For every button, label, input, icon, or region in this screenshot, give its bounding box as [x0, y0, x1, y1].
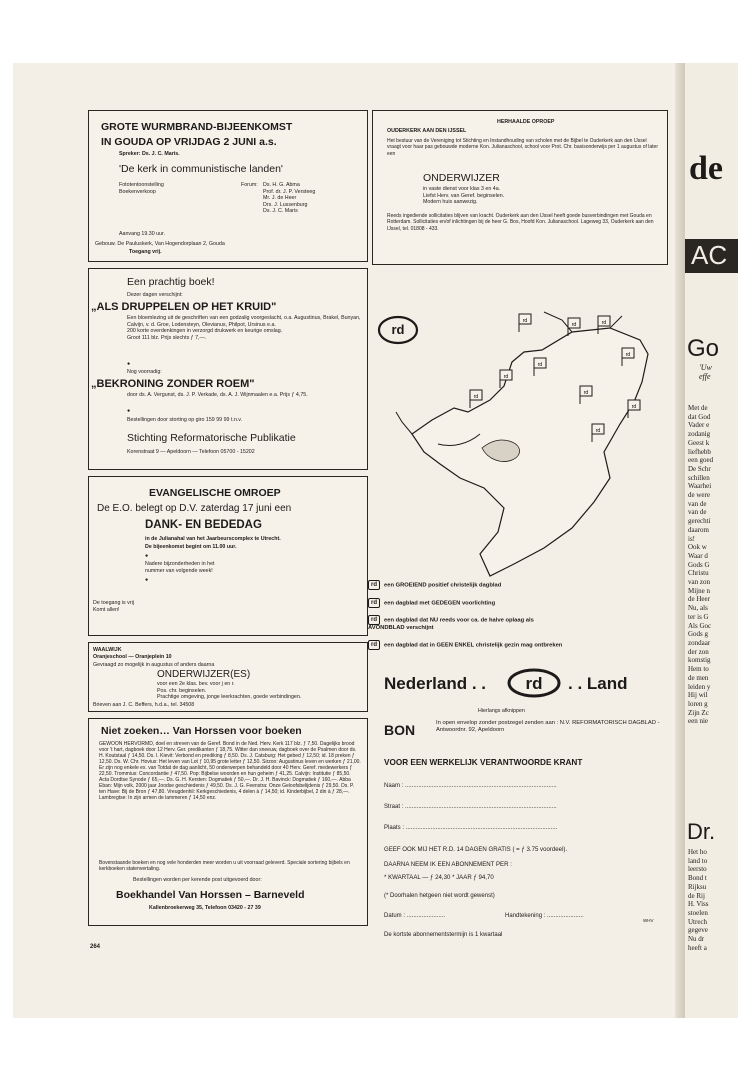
- rd-square-icon: rd: [368, 640, 380, 650]
- rd-flag-label: rd: [522, 318, 528, 324]
- rd-flag-label: rd: [625, 352, 631, 358]
- facing-column-2: Het ho land to leersto Bond t Rijksu de Rij H. Viss stoelen Utrech gegeve Nu dr heeft a: [688, 848, 709, 952]
- rd-square-icon: rd: [368, 580, 380, 590]
- oproep-place: OUDERKERK AAN DEN IJSSEL: [387, 128, 467, 134]
- wurmbrand-start: Aanvang 19.30 uur.: [119, 231, 165, 237]
- wurmbrand-advert: [88, 110, 368, 262]
- omroep-place: in de Julianahal van het Jaarbeurscomplex te Utrecht.: [145, 536, 281, 542]
- rd-slogan-logo-text: rd: [525, 674, 543, 693]
- rd-feature-2: rd een dagblad met GEDEGEN voorlichting: [368, 598, 495, 608]
- waalwijk-advert: [88, 642, 368, 712]
- horssen-address: Kallenbroekerweg 35, Telefoon 03420 - 27 39: [149, 905, 261, 911]
- omroep-more: Nadere bijzonderheden in het nummer van volgende week!: [145, 561, 215, 574]
- rd-flag-label: rd: [583, 390, 589, 396]
- rd-field-datum[interactable]: Datum : .......................: [384, 913, 446, 919]
- rd-slogan-left: Nederland . .: [384, 674, 487, 693]
- omroep-advert: [88, 476, 368, 636]
- rd-slogan-logo: [506, 668, 562, 698]
- rd-cta: VOOR EEN WERKELIJK VERANTWOORDE KRANT: [384, 758, 583, 767]
- facing-big-heading: de: [689, 150, 723, 187]
- wurmbrand-forum-members: Ds. H. G. Abma Prof. dr. J. P. Versteeg Mr. J. de Heer Drs. J. Lussenburg Ds. J. C. Maris: [263, 182, 316, 215]
- oproep-header: HERHAALDE OPROEP: [497, 119, 555, 125]
- rd-flag-label: rd: [537, 362, 543, 368]
- facing-band-text: AC: [691, 240, 728, 270]
- book-intro: Dezer dagen verschijnt:: [127, 292, 183, 298]
- oproep-title: ONDERWIJZER: [423, 172, 500, 184]
- rd-subscribe-1: DAARNA NEEM IK EEN ABONNEMENT PER :: [384, 861, 512, 868]
- rd-feature-3: rd een dagblad dat NU reeds voor ca. de halve oplaag als AVONDBLAD verschijnt: [368, 617, 534, 631]
- rd-feature-4: rd een dagblad dat in GEEN ENKEL christelijk gezin mag ontbreken: [368, 640, 568, 650]
- rd-field-straat[interactable]: Straat : ...........................................................................................: [384, 804, 557, 810]
- wurmbrand-title: GROTE WURMBRAND-BIJEENKOMST: [101, 121, 293, 133]
- waalwijk-request: Gevraagd zo mogelijk in augustus of anders daarna: [93, 662, 215, 668]
- book-advert: [88, 268, 368, 470]
- book-title-2: „BEKRONING ZONDER ROEM": [91, 378, 255, 390]
- wurmbrand-venue: Gebouw. De Pauluskerk, Van Hogendorplaan 2, Gouda: [95, 241, 225, 247]
- rd-square-icon: rd: [368, 615, 380, 625]
- facing-column: Met de dat God Vader e zodanig Geest k liefhebb een goed De Schr schillen Waarhei de were van de van de gerechti daarom is! Ook w Waar d Gods G Christu van zon Mijne n de Heer Nu, als ter is G Als Goc Gods g zondaar der zon komstig Hem to de men leiden y Hij wil loren g Zijn Zc een nie: [688, 404, 714, 726]
- waalwijk-town: WAALWIJK: [93, 647, 122, 653]
- page-spine: [675, 63, 685, 1018]
- wurmbrand-theme: 'De kerk in communistische landen': [119, 163, 283, 175]
- horssen-body: GEWOON HERVORMD, doel en streven van de Geref. Bond in de Ned. Herv. Kerk 117 blz. ƒ 7,50. Dagelijks brood voor 't hart, dagboek door 12 Herv. Ger. predikanten ƒ 18,75. Witter dan sneeuw, dagboek over de Psalmen door ds. H. Koutstaal ƒ 14,50. Ds. I. Kievit: Verbond en prediking ƒ 8,50. Ds. J. Catsburg: Het gebed ƒ 12,50; id. 18 preken ƒ 12,50. Ds. W. Chr. Hovius: Het leven van Lot ƒ 10,95 grote letter ƒ 12,50. Sirzoo: Augustinus leven en werken ƒ 21,00. Er zijn nog enkele ex. van Totdat de dag aanlicht, 50 onderwerpen behandeld door 40 Herv. Geref. medewerkers ƒ 22,50. Trommius: Concordantie ƒ 47,50. Pop: Bijbelse woorden en hun geheim ƒ 41,25. Calvijn: Institutie ƒ 85,50. Acta Dordtse Synode ƒ 65,—. Ds. G. H. Kersten: Dogmatiek ƒ 50,—. Dr. J. H. Bavinck: Dogmatiek ƒ 160,—. Abba Eban: Mijn volk, 2000 jaar Joodse geschiedenis ƒ 49,50. Ds. J. G. Feenstra: Onze Geloofsbelijdenis ƒ 29,50. Ds. P. ten Have: Bij de Bron ƒ 47,80. Vreugdenhil: Kerkgeschiedenis, 4 delen à ƒ 14,50; id. Kinderbijbel, 2 din à ƒ 28,—. Lambregtse: In zijn armen de lammeren ƒ 14,50 enz.: [99, 741, 361, 801]
- rd-map: [372, 292, 668, 592]
- book-title-1: „ALS DRUPPELEN OP HET KRUID": [91, 301, 277, 313]
- rd-flag-label: rd: [473, 394, 479, 400]
- omroep-bullet: ●: [145, 553, 149, 559]
- rd-flag-label: rd: [601, 320, 607, 326]
- horssen-advert: [88, 718, 368, 926]
- rd-flag-label: rd: [503, 374, 509, 380]
- rd-field-plaats[interactable]: Plaats : ...........................................................................................: [384, 825, 558, 831]
- rd-bon-label: BON: [384, 722, 416, 738]
- wurmbrand-subtitle: IN GOUDA OP VRIJDAG 2 JUNI a.s.: [101, 136, 277, 148]
- horssen-title: Niet zoeken… Van Horssen voor boeken: [101, 725, 302, 737]
- book-description-2: door ds. A. Vergunst, ds. J. P. Verkade, ds. A. J. Wijnmaalen e.a. Prijs ƒ 4,75.: [127, 392, 308, 398]
- rd-code: WHV: [643, 918, 654, 923]
- facing-page: [685, 63, 738, 1018]
- oproep-advert: [372, 110, 668, 265]
- book-bullet-1: ●: [127, 361, 131, 367]
- book-heading: Een prachtig boek!: [127, 276, 215, 288]
- waalwijk-title: ONDERWIJZER(ES): [157, 669, 251, 680]
- horssen-stock: Bovenstaande boeken en nog vele honderden meer worden u uit voorraad geleverd. Speciale sortering bijbels en kerkboeken statenvertaling.: [99, 860, 350, 872]
- book-order-info: Bestellingen door storting op giro 159 99 99 t.n.v.: [127, 417, 243, 423]
- wurmbrand-speaker: Spreker: Ds. J. C. Maris.: [119, 151, 180, 157]
- omroep-access: De toegang is vrij Komt allen!: [93, 600, 134, 613]
- rd-bon-text: In open envelop zonder postzegel zenden aan : N.V. REFORMATORISCH DAGBLAD - Antwoordnr. 92, Apeldoorn: [436, 720, 660, 734]
- rd-cut-line: Hierlangs afknippen: [478, 708, 525, 714]
- rd-field-naam[interactable]: Naam : ...........................................................................................: [384, 783, 557, 789]
- rd-free-offer: GEEF OOK MIJ HET R.D. 14 DAGEN GRATIS ( = ƒ 3.75 voordeel).: [384, 846, 568, 853]
- omroep-start: De bijeenkomst begint om 11.00 uur.: [145, 544, 237, 550]
- wurmbrand-entry: Toegang vrij.: [129, 249, 162, 255]
- book-publisher: Stichting Reformatorische Publikatie: [127, 432, 296, 444]
- wurmbrand-forum-label: Forum:: [241, 182, 258, 188]
- oproep-footer: Reeds ingediende sollicitaties blijven van kracht. Ouderkerk aan den IJssel heeft goede busverbindingen met Gouda en Rotterdam. Sollicitaties en/of inlichtingen bij de heer G. Bos, Hoofd Kon. Julianaschool. Lageweg 33, Ouderkerk aan den IJssel, tel. 01808 - 433.: [387, 213, 654, 232]
- rd-flag-label: rd: [631, 404, 637, 410]
- rd-strike-note: (* Doorhalen hetgeen niet wordt gewenst): [384, 893, 495, 899]
- oproep-details: in vaste dienst voor klas 3 en 4a. Liefst Herv. van Geref. beginselen. Modern huis aanwezig.: [423, 186, 505, 206]
- rd-slogan-right: . . Land: [568, 674, 628, 693]
- waalwijk-details: voor een 2e klas. bev. voor j en r. Pos. chr. beginselen. Prachtige omgeving, jonge leerkrachten, goede verbindingen.: [157, 681, 302, 701]
- facing-subtitle: 'Uw effe: [699, 363, 712, 382]
- horssen-send: Bestellingen worden per kerende post uitgevoerd door:: [133, 877, 262, 883]
- book-bullet-2: ●: [127, 408, 131, 414]
- page-number: 264: [90, 944, 101, 950]
- rd-flag-label: rd: [571, 322, 577, 328]
- facing-title: Go: [687, 335, 720, 362]
- book-description-1: Een bloemlezing uit de geschriften van een godzalig voorgeslacht, o.a. Augustinus, Brakel, Bunyan, Calvijn, v. d. Groe, Lodensteyn, Olevianus, Philpot, Ursinus e.a. 200 korte overdenkingen in verzorgd drukwerk en keurige omslag. Groot 111 blz. Prijs slechts ƒ 7,—.: [127, 315, 361, 341]
- rd-term: De kortste abonnementstermijn is 1 kwartaal: [384, 932, 503, 938]
- facing-title-2: Dr.: [687, 819, 716, 844]
- rd-feature-1: rd een GROEIEND positief christelijk dagblad: [368, 580, 501, 590]
- rd-square-icon: rd: [368, 598, 380, 608]
- omroep-bullet-2: ●: [145, 577, 149, 583]
- waalwijk-school: Oranjeschool — Oranjeplein 10: [93, 654, 172, 660]
- rd-subscribe-2[interactable]: * KWARTAAL — ƒ 24,30 * JAAR ƒ 94,70: [384, 874, 494, 881]
- rd-logo-text: rd: [391, 322, 405, 337]
- book-publisher-address: Korenstraat 9 — Apeldoorn — Telefoon 05700 - 15202: [127, 449, 255, 455]
- wurmbrand-left-col: Fototentoonstelling Boekenverkoop: [119, 182, 164, 195]
- horssen-shop: Boekhandel Van Horssen – Barneveld: [116, 889, 305, 901]
- rd-flag-label: rd: [595, 428, 601, 434]
- waalwijk-letters: Brieven aan J. C. Beffers, h.d.a., tel. 34508: [93, 702, 195, 708]
- omroep-title: EVANGELISCHE OMROEP: [149, 487, 281, 499]
- rd-field-signature[interactable]: Handtekening : ......................: [505, 913, 584, 919]
- oproep-body: Het bestuur van de Vereniging tot Stichting en Instandhouding van scholen met de Bijbel te Ouderkerk aan den IJssel vraagt voor haar pas gebouwde moderne Kon. Julianaschool, school voor Prot. Chr. basisonderwijs per 1 augustus of later een: [387, 138, 658, 157]
- omroep-line-1: De E.O. belegt op D.V. zaterdag 17 juni een: [97, 503, 292, 514]
- book-nog-voorradig: Nog voorradig:: [127, 369, 162, 375]
- omroep-line-2: DANK- EN BEDEDAG: [145, 519, 262, 531]
